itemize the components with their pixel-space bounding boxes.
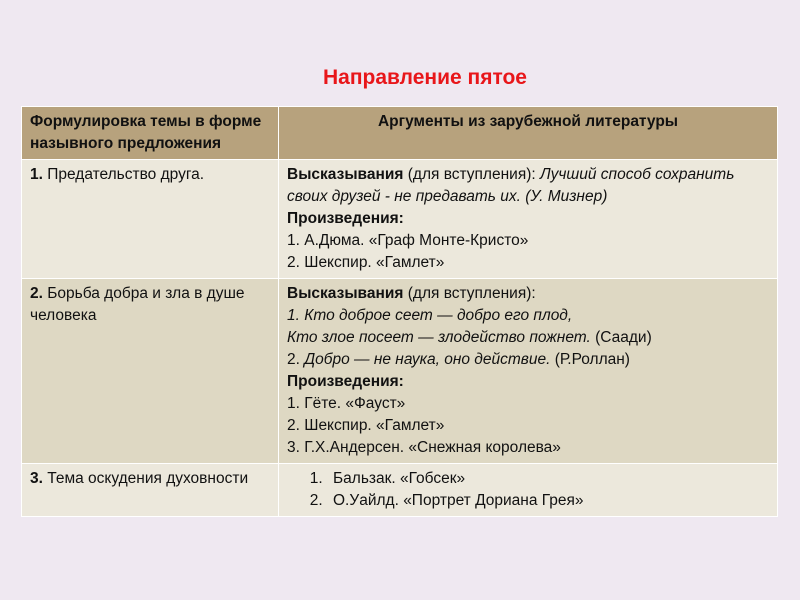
table-header-row [22, 107, 778, 160]
quotes-label: Высказывания [287, 166, 404, 183]
row-number: 1. [30, 166, 43, 183]
work-item: 2. Шекспир. «Гамлет» [287, 417, 445, 434]
quotes-label: Высказывания [287, 285, 404, 302]
work-item: 3. Г.Х.Андерсен. «Снежная королева» [287, 439, 561, 456]
work-item: 2. О.Уайлд. «Портрет Дориана Грея» [327, 490, 769, 512]
quote-text: Лучший способ сохранить своих друзей - не предавать их. (У. Мизнер) [287, 166, 735, 205]
row-number: 2. [30, 285, 43, 302]
table-row [22, 160, 778, 279]
header-arguments: Аргументы из зарубежной литературы [279, 107, 778, 160]
work-item: 1. А.Дюма. «Граф Монте-Кристо» [287, 232, 529, 249]
topic-cell [22, 160, 279, 279]
topic-cell [22, 464, 279, 517]
works-label: Произведения: [287, 373, 404, 390]
quote-line: Кто злое посеет — злодейство пожнет. (Саади) [287, 329, 652, 346]
work-item: 2. Шекспир. «Гамлет» [287, 254, 445, 271]
works-label: Произведения: [287, 210, 404, 227]
quote-line: 2. Добро — не наука, оно действие. (Р.Роллан) [287, 351, 630, 368]
work-item: 1. Бальзак. «Гобсек» [327, 468, 769, 490]
header-topic: Формулировка темы в форме назывного предложения [22, 107, 279, 160]
arguments-cell [279, 160, 778, 279]
topic-text: Предательство друга. [42, 166, 205, 183]
quotes-note: (для вступления): [403, 166, 540, 183]
topic-cell [22, 279, 279, 464]
row-number: 3. [30, 470, 43, 487]
work-item: 1. Гёте. «Фауст» [287, 395, 406, 412]
arguments-cell [279, 279, 778, 464]
works-list [287, 468, 769, 512]
topic-text: Борьба добра и зла в душе человека [30, 285, 245, 324]
table-row [22, 464, 778, 517]
quote-line: 1. Кто доброе сеет — добро его плод, [287, 307, 573, 324]
slide-title: Направление пятое [323, 66, 527, 89]
topic-text: Тема оскудения духовности [42, 470, 249, 487]
quotes-note: (для вступления): [403, 285, 536, 302]
arguments-cell [279, 464, 778, 517]
table-row [22, 279, 778, 464]
arguments-table [21, 106, 778, 517]
